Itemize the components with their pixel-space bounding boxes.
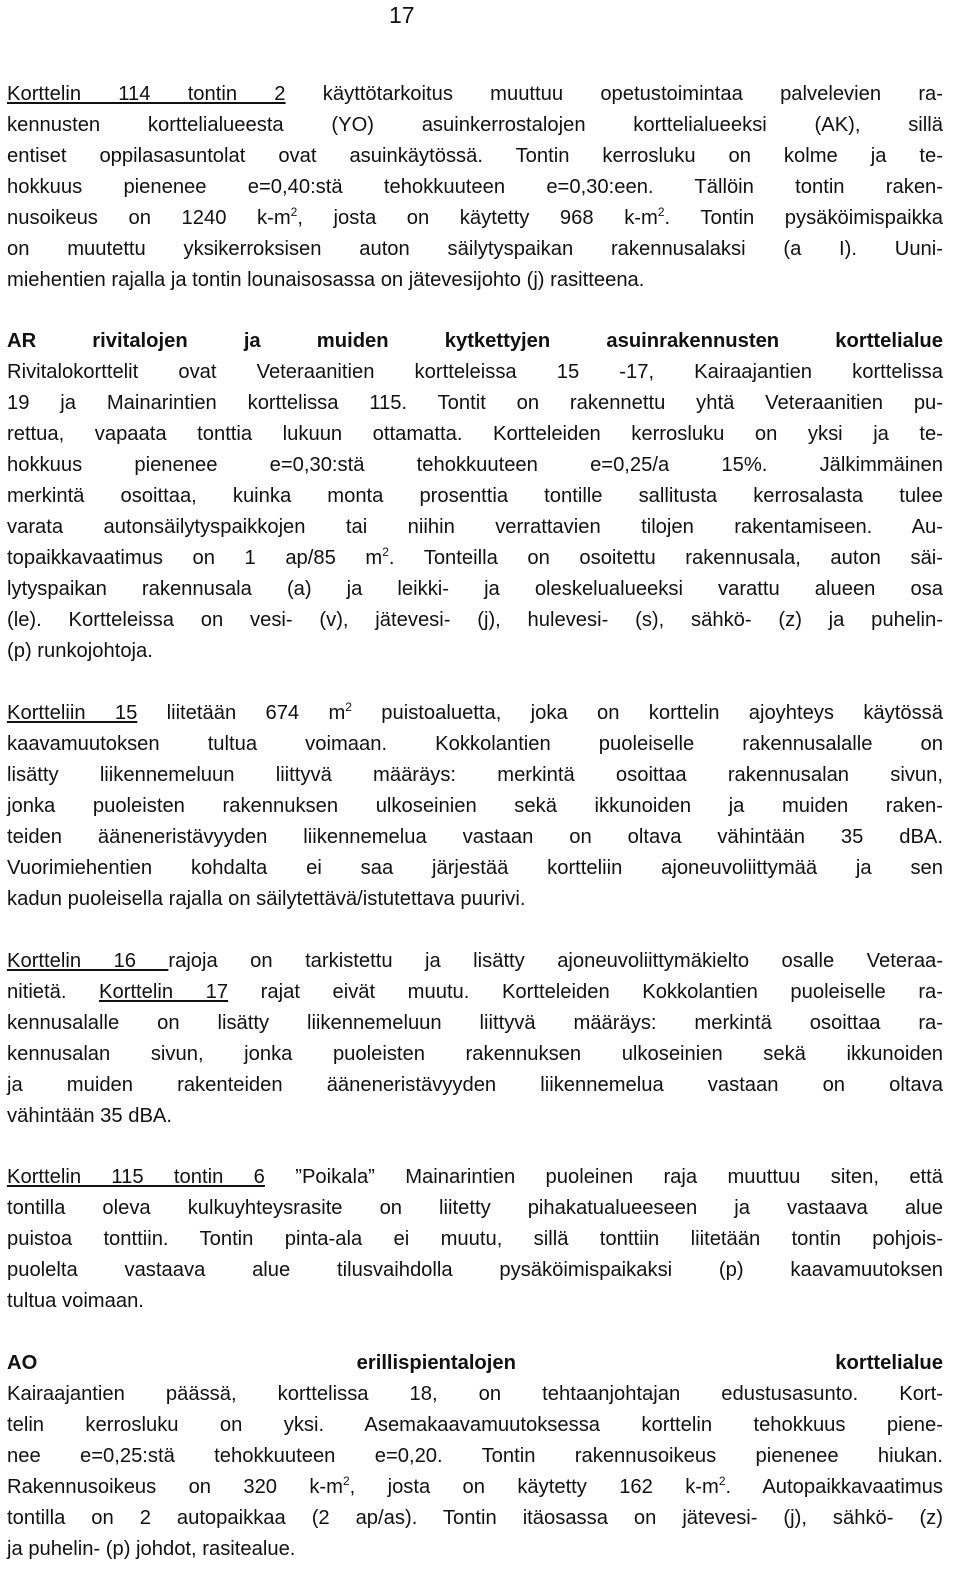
text-line bbox=[7, 543, 943, 574]
text-run: jonka puoleisten rakennuksen ulkoseinien sekä ikkunoiden ja muiden raken- bbox=[7, 795, 943, 817]
text-line bbox=[7, 822, 943, 853]
paragraph-kortteliin-15 bbox=[7, 698, 943, 915]
underlined-reference: Korttelin 16 bbox=[7, 950, 169, 972]
text-line bbox=[7, 357, 943, 388]
text-run: teiden ääneneristävyyden liikennemelua vastaan on oltava vähintään 35 dBA. bbox=[7, 826, 943, 848]
text-line bbox=[7, 388, 943, 419]
page-number: 17 bbox=[389, 2, 415, 28]
text-line bbox=[7, 1162, 943, 1193]
text-line bbox=[7, 1224, 943, 1255]
text-run: on muutettu yksikerroksisen auton säilytyspaikan rakennusalaksi (a I). Uuni- bbox=[7, 238, 943, 260]
text-run: lisätty liikennemeluun liittyvä määräys: merkintä osoittaa rakennusalan sivun, bbox=[7, 764, 943, 786]
text-line bbox=[7, 512, 943, 543]
text-run: . Tontin pysäköimispaikka bbox=[664, 207, 944, 229]
text-line bbox=[7, 1039, 943, 1070]
text-run: hokkuus pienenee e=0,30:stä tehokkuuteen e=0,25/a 15%. Jälkimmäinen bbox=[7, 454, 943, 476]
text-run: nusoikeus on 1240 k-m bbox=[7, 207, 291, 229]
text-run: topaikkavaatimus on 1 ap/85 m bbox=[7, 547, 383, 569]
text-run: tultua voimaan. bbox=[7, 1290, 144, 1312]
text-run: . Autopaikkavaatimus bbox=[725, 1476, 944, 1498]
text-run: miehentien rajalla ja tontin lounaisosassa on jätevesijohto (j) rasitteena. bbox=[7, 269, 645, 291]
text-line bbox=[7, 1379, 943, 1410]
text-line bbox=[7, 1348, 943, 1379]
text-run: . Tonteilla on osoitettu rakennusala, auton säi- bbox=[388, 547, 944, 569]
paragraph-text bbox=[7, 326, 943, 667]
text-line bbox=[7, 884, 943, 915]
paragraph-text bbox=[7, 79, 943, 296]
text-run: rettua, vapaata tonttia lukuun ottamatta. Kortteleiden kerrosluku on yksi ja te- bbox=[7, 423, 943, 445]
paragraph-korttelin-115 bbox=[7, 1162, 943, 1317]
text-run: puistoaluetta, joka on korttelin ajoyhteys käytössä bbox=[351, 702, 943, 724]
text-line bbox=[7, 1441, 943, 1472]
text-line bbox=[7, 1101, 943, 1132]
underlined-reference: Korttelin 17 bbox=[99, 981, 229, 1003]
text-line bbox=[7, 265, 943, 296]
paragraph-text bbox=[7, 1162, 943, 1317]
text-line bbox=[7, 1534, 943, 1565]
text-run: puolelta vastaava alue tilusvaihdolla pysäköimispaikaksi (p) kaavamuutoksen bbox=[7, 1259, 943, 1281]
text-line bbox=[7, 234, 943, 265]
text-line bbox=[7, 605, 943, 636]
text-run: nitietä. bbox=[7, 981, 100, 1003]
text-line bbox=[7, 419, 943, 450]
text-line bbox=[7, 574, 943, 605]
text-line bbox=[7, 760, 943, 791]
text-run: Rivitalokorttelit ovat Veteraanitien kortteleissa 15 -17, Kairaajantien korttelissa bbox=[7, 361, 943, 383]
text-line bbox=[7, 326, 943, 357]
superscript: 2 bbox=[345, 700, 352, 714]
text-line bbox=[7, 172, 943, 203]
text-line bbox=[7, 1193, 943, 1224]
text-line bbox=[7, 946, 943, 977]
text-line bbox=[7, 791, 943, 822]
text-run: ja puhelin- (p) johdot, rasitealue. bbox=[7, 1538, 296, 1560]
underlined-reference: Kortteliin 15 bbox=[7, 702, 138, 724]
text-run: rajoja on tarkistettu ja lisätty ajoneuvoliittymäkielto osalle Veteraa- bbox=[168, 950, 943, 972]
section-heading: AO erillispientalojen korttelialue bbox=[7, 1352, 943, 1374]
text-line bbox=[7, 853, 943, 884]
text-line bbox=[7, 1070, 943, 1101]
text-run: varata autonsäilytyspaikkojen tai niihin verrattavien tilojen rakentamiseen. Au- bbox=[7, 516, 943, 538]
text-run: tontilla on 2 autopaikkaa (2 ap/as). Tontin itäosassa on jätevesi- (j), sähkö- (z) bbox=[7, 1507, 943, 1529]
underlined-reference: Korttelin 114 tontin 2 bbox=[7, 83, 286, 105]
text-line bbox=[7, 110, 943, 141]
superscript: 2 bbox=[342, 1474, 350, 1488]
text-run: kennusalan sivun, jonka puoleisten rakennuksen ulkoseinien sekä ikkunoiden bbox=[7, 1043, 943, 1065]
paragraph-korttelin-114 bbox=[7, 79, 943, 296]
section-heading: AR rivitalojen ja muiden kytkettyjen asuinrakennusten korttelialue bbox=[7, 330, 943, 352]
superscript: 2 bbox=[290, 205, 298, 219]
text-line bbox=[7, 481, 943, 512]
text-run: entiset oppilasasuntolat ovat asuinkäytössä. Tontin kerrosluku on kolme ja te- bbox=[7, 145, 943, 167]
text-run: kennusten korttelialueesta (YO) asuinkerrostalojen korttelialueeksi (AK), sillä bbox=[7, 114, 943, 136]
text-run: (le). Kortteleissa on vesi- (v), jätevesi- (j), hulevesi- (s), sähkö- (z) ja puhelin- bbox=[7, 609, 943, 631]
text-line bbox=[7, 729, 943, 760]
paragraph-text bbox=[7, 946, 943, 1132]
paragraph-korttelin-16 bbox=[7, 946, 943, 1132]
text-line bbox=[7, 1008, 943, 1039]
text-line bbox=[7, 636, 943, 667]
superscript: 2 bbox=[382, 545, 389, 559]
text-run: vähintään 35 dBA. bbox=[7, 1105, 172, 1127]
text-run: 19 ja Mainarintien korttelissa 115. Tontit on rakennettu yhtä Veteraanitien pu- bbox=[7, 392, 943, 414]
text-line bbox=[7, 203, 943, 234]
text-run: puistoa tonttiin. Tontin pinta-ala ei muutu, sillä tonttiin liitetään tontin pohjois- bbox=[7, 1228, 943, 1250]
text-run: telin kerrosluku on yksi. Asemakaavamuutoksessa korttelin tehokkuus piene- bbox=[7, 1414, 943, 1436]
paragraph-text bbox=[7, 698, 943, 915]
paragraph-text bbox=[7, 1348, 943, 1565]
text-run: nee e=0,25:stä tehokkuuteen e=0,20. Tontin rakennusoikeus pienenee hiukan. bbox=[7, 1445, 943, 1467]
text-line bbox=[7, 698, 943, 729]
section-ao-erillispientalojen bbox=[7, 1348, 943, 1565]
text-run: merkintä osoittaa, kuinka monta prosenttia tontille sallitusta kerrosalasta tulee bbox=[7, 485, 943, 507]
text-run: Kairaajantien päässä, korttelissa 18, on tehtaanjohtajan edustusasunto. Kort- bbox=[7, 1383, 943, 1405]
superscript: 2 bbox=[657, 205, 665, 219]
text-run: (p) runkojohtoja. bbox=[7, 640, 153, 662]
text-line bbox=[7, 1503, 943, 1534]
text-line bbox=[7, 1410, 943, 1441]
underlined-reference: Korttelin 115 tontin 6 bbox=[7, 1166, 265, 1188]
text-run: Vuorimiehentien kohdalta ei saa järjestää kortteliin ajoneuvoliittymää ja sen bbox=[7, 857, 943, 879]
text-run: tontilla oleva kulkuyhteysrasite on liitetty pihakatualueeseen ja vastaava alue bbox=[7, 1197, 943, 1219]
text-line bbox=[7, 79, 943, 110]
text-line bbox=[7, 1255, 943, 1286]
section-ar-rivitalojen bbox=[7, 326, 943, 667]
text-line bbox=[7, 1472, 943, 1503]
superscript: 2 bbox=[718, 1474, 726, 1488]
text-run: rajat eivät muutu. Kortteleiden Kokkolantien puoleiselle ra- bbox=[228, 981, 944, 1003]
text-line bbox=[7, 1286, 943, 1317]
text-run: lytyspaikan rakennusala (a) ja leikki- ja oleskelualueeksi varattu alueen osa bbox=[7, 578, 943, 600]
text-line bbox=[7, 450, 943, 481]
text-run: kaavamuutoksen tultua voimaan. Kokkolantien puoleiselle rakennusalalle on bbox=[7, 733, 943, 755]
text-run: kennusalalle on lisätty liikennemeluun liittyvä määräys: merkintä osoittaa ra- bbox=[7, 1012, 943, 1034]
text-run: , josta on käytetty 968 k-m bbox=[297, 207, 658, 229]
text-line bbox=[7, 141, 943, 172]
text-run: Rakennusoikeus on 320 k-m bbox=[7, 1476, 343, 1498]
text-run: liitetään 674 m bbox=[137, 702, 346, 724]
text-run: käyttötarkoitus muuttuu opetustoimintaa palvelevien ra- bbox=[285, 83, 943, 105]
text-run: hokkuus pienenee e=0,40:stä tehokkuuteen e=0,30:een. Tällöin tontin raken- bbox=[7, 176, 943, 198]
text-line bbox=[7, 977, 943, 1008]
text-run: ja muiden rakenteiden ääneneristävyyden liikennemelua vastaan on oltava bbox=[7, 1074, 943, 1096]
text-run: kadun puoleisella rajalla on säilytettävä/istutettava puurivi. bbox=[7, 888, 526, 910]
text-run: , josta on käytetty 162 k-m bbox=[349, 1476, 719, 1498]
text-run: ”Poikala” Mainarintien puoleinen raja muuttuu siten, että bbox=[264, 1166, 943, 1188]
